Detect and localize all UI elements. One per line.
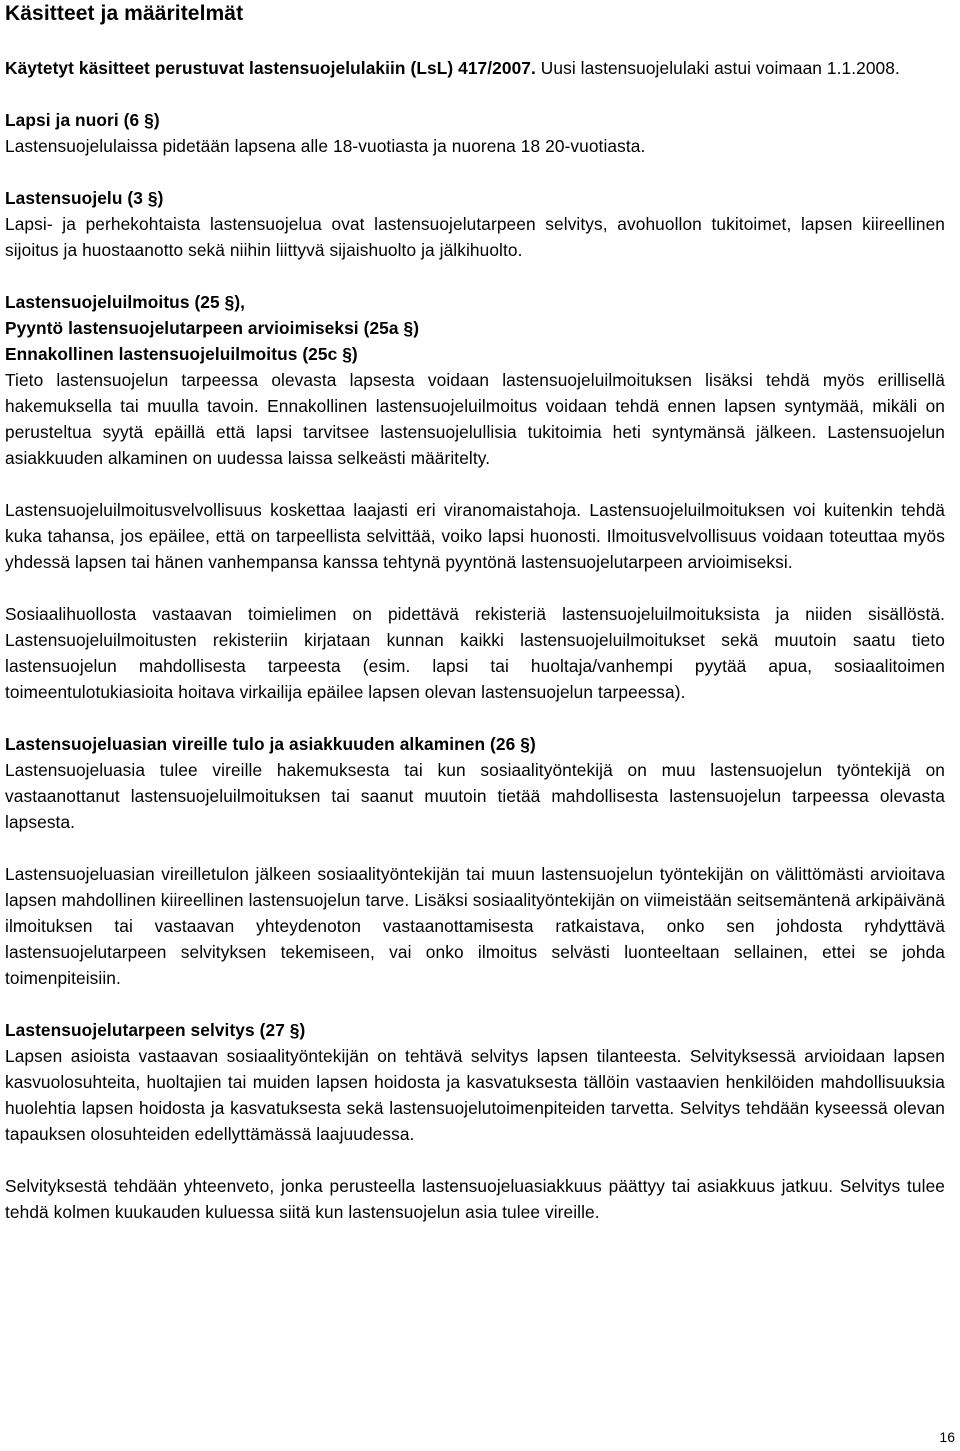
section-child-and-youth	[5, 107, 945, 159]
section-text: Lapsi- ja perhekohtaista lastensuojelua ovat lastensuojelutarpeen selvitys, avohuollon tukitoimet, lapsen kiireellinen sijoitus ja huostaanotto sekä niihin liittyvä sijaishuolto ja jälkihuolto.	[5, 214, 945, 260]
section-text: Tieto lastensuojelun tarpeessa olevasta lapsesta voidaan lastensuojeluilmoituksen lisäksi tehdä myös erillisellä hakemuksella tai muulla tavoin. Ennakollinen lastensuojeluilmoitus voidaan tehdä ennen lapsen syntymää, mikäli on perusteltua syytä epäillä että lapsi tarvitsee lastensuojelullisia tukitoimia heti syntymänsä jälkeen. Lastensuojelun asiakkuuden alkaminen on uudessa laissa selkeästi määritelty.	[5, 370, 945, 468]
section-heading: Lastensuojeluilmoitus (25 §),	[5, 292, 246, 312]
section-notification	[5, 289, 945, 471]
section-case-initiation	[5, 731, 945, 835]
paragraph-notification-duty: Lastensuojeluilmoitusvelvollisuus koskettaa laajasti eri viranomaistahoja. Lastensuojeluilmoituksen voi kuitenkin tehdä kuka tahansa, jos epäilee, että on tarpeellista selvittää, voiko lapsi huonosti. Ilmoitusvelvollisuus voidaan toteuttaa myös yhdessä lapsen tai hänen vanhempansa kanssa tehtynä pyyntönä lastensuojelutarpeen arvioimiseksi.	[5, 500, 945, 572]
section-heading: Lapsi ja nuori (6 §)	[5, 110, 160, 130]
intro-text: Uusi lastensuojelulaki astui voimaan 1.1.2008.	[535, 58, 900, 78]
section-heading: Ennakollinen lastensuojeluilmoitus (25c §)	[5, 344, 358, 364]
section-text: Lastensuojelulaissa pidetään lapsena alle 18-vuotiasta ja nuorena 18 20-vuotiasta.	[5, 136, 646, 156]
section-assessment	[5, 1017, 945, 1147]
section-heading: Lastensuojelutarpeen selvitys (27 §)	[5, 1020, 306, 1040]
section-heading: Lastensuojelu (3 §)	[5, 188, 164, 208]
paragraph-summary: Selvityksestä tehdään yhteenveto, jonka perusteella lastensuojeluasiakkuus päättyy tai asiakkuus jatkuu. Selvitys tulee tehdä kolmen kuukauden kuluessa siitä kun lastensuojelun asia tulee vireille.	[5, 1176, 945, 1222]
page-title: Käsitteet ja määritelmät	[5, 2, 244, 25]
document-body	[5, 55, 945, 1251]
paragraph-register: Sosiaalihuollosta vastaavan toimielimen on pidettävä rekisteriä lastensuojeluilmoituksista ja niiden sisällöstä. Lastensuojeluilmoitusten rekisteriin kirjataan kunnan kaikki lastensuojeluilmoitukset sekä muutoin saatu tieto lastensuojelun mahdollisesta tarpeesta (esim. lapsi tai huoltaja/vanhempi pyytää apua, sosiaalitoimen toimeentulotukiasioita hoitava virkailija epäilee lapsen olevan lastensuojelun tarpeessa).	[5, 604, 945, 702]
paragraph-urgent-assessment: Lastensuojeluasian vireilletulon jälkeen sosiaalityöntekijän tai muun lastensuojelun työntekijän on välittömästi arvioitava lapsen mahdollinen kiireellinen lastensuojelun tarve. Lisäksi sosiaalityöntekijän on viimeistään seitsemäntenä arkipäivänä ilmoituksen tai vastaavan yhteydenoton vastaanottamisesta ratkaistava, onko sen johdosta ryhdyttävä lastensuojelutarpeen selvityksen tekemiseen, vai onko ilmoitus selvästi luonteeltaan sellainen, ettei se johda toimenpiteisiin.	[5, 864, 945, 988]
section-heading: Pyyntö lastensuojelutarpeen arvioimiseksi (25a §)	[5, 318, 420, 338]
section-text: Lapsen asioista vastaavan sosiaalityöntekijän on tehtävä selvitys lapsen tilanteesta. Selvityksessä arvioidaan lapsen kasvuolosuhteita, huoltajien tai muiden lapsen hoidosta ja kasvatuksesta tällöin vastaavien henkilöiden mahdollisuuksia huolehtia lapsen hoidosta ja kasvatuksesta sekä lastensuojelutoimenpiteiden tarvetta. Selvitys tehdään kyseessä olevan tapauksen olosuhteiden edellyttämässä laajuudessa.	[5, 1046, 945, 1144]
intro-paragraph	[5, 55, 945, 81]
section-child-protection	[5, 185, 945, 263]
page-number: 16	[939, 1429, 955, 1445]
section-heading: Lastensuojeluasian vireille tulo ja asiakkuuden alkaminen (26 §)	[5, 734, 536, 754]
section-text: Lastensuojeluasia tulee vireille hakemuksesta tai kun sosiaalityöntekijä on muu lastensuojelun työntekijä on vastaanottanut lastensuojeluilmoituksen tai saanut muutoin tietää mahdollisesta lastensuojelun tarpeessa olevasta lapsesta.	[5, 760, 945, 832]
intro-bold-text: Käytetyt käsitteet perustuvat lastensuojelulakiin (LsL) 417/2007.	[5, 58, 536, 78]
